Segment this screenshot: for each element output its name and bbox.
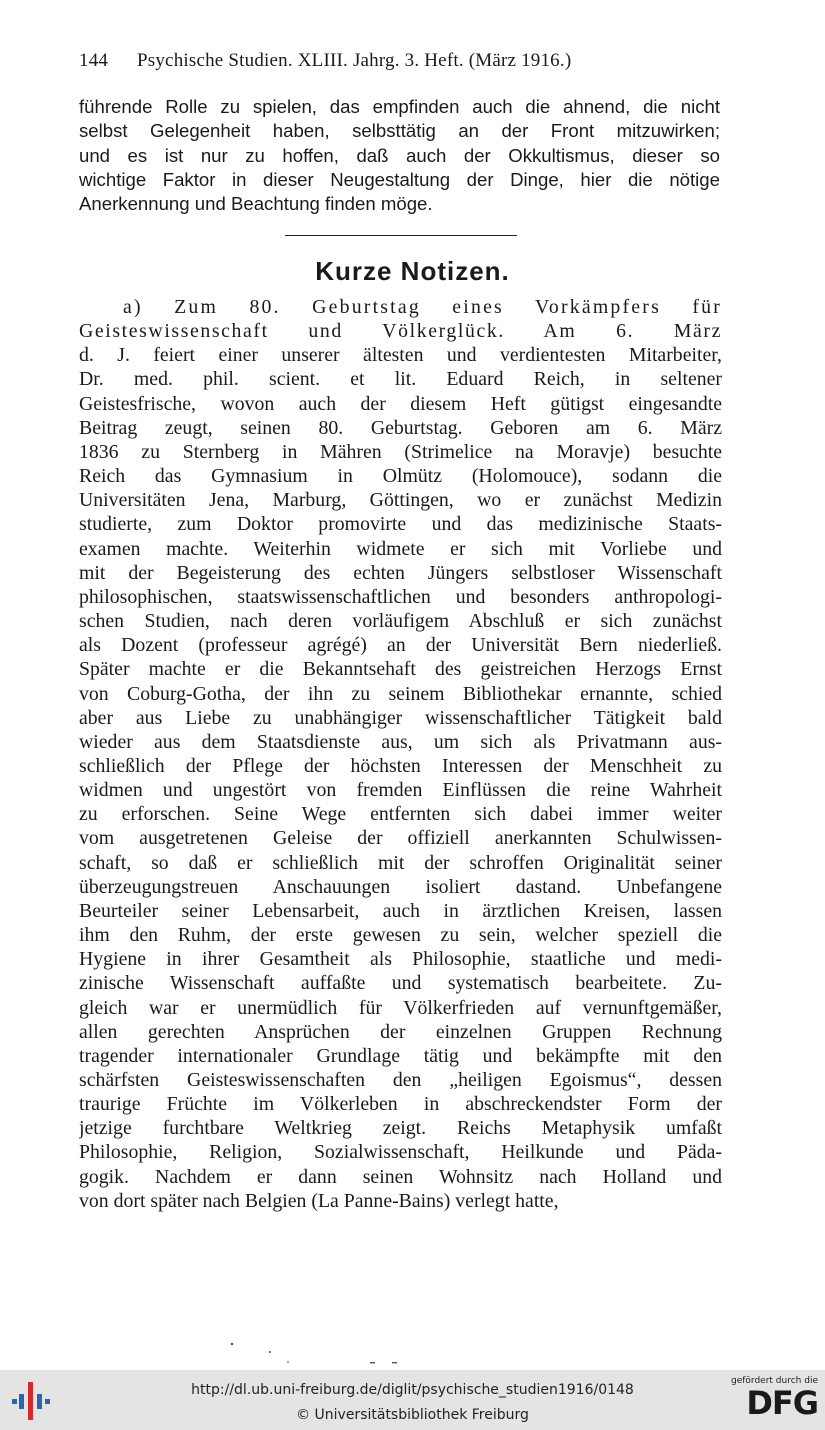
text-line: wieder aus dem Staatsdienste aus, um sich als Privatmann aus- (79, 730, 722, 753)
text-line: als Dozent (professeur agrégé) an der Universität Bern niederließ. (79, 634, 722, 657)
dfg-logo-text: DFG (746, 1384, 818, 1422)
text-line: mit der Begeisterung des echten Jüngers selbstloser Wissenschaft (79, 561, 722, 584)
text-line: zinische Wissenschaft auffaßte und systematisch bearbeitete. Zu- (79, 972, 722, 995)
text-line: führende Rolle zu spielen, das empfinden auch die ahnend, die nicht (79, 96, 720, 117)
text-line: gleich war er unermüdlich für Völkerfrieden auf vernunftgemäßer, (79, 996, 722, 1019)
text-line: aber aus Liebe zu unabhängiger wissenschaftlicher Tätigkeit bald (79, 706, 722, 729)
text-line: traurige Früchte im Völkerleben in abschreckendster Form der (79, 1093, 722, 1116)
text-line: Anerkennung und Beachtung finden möge. (79, 193, 433, 215)
text-line: Geisteswissenschaft und Völkerglück. Am 6. März (79, 320, 722, 343)
scan-specks (220, 1340, 420, 1370)
text-line: von dort später nach Belgien (La Panne-Bains) verlegt hatte, (79, 1189, 559, 1212)
text-line: gogik. Nachdem er dann seinen Wohnsitz nach Holland und (79, 1165, 722, 1188)
text-line: widmen und ungestört von fremden Einflüssen die reine Wahrheit (79, 779, 722, 802)
running-header (79, 50, 719, 72)
text-line: jetzige furchtbare Weltkrieg zeigt. Reichs Metaphysik umfaßt (79, 1117, 722, 1140)
text-line: Geistesfrische, wovon auch der diesem Heft gütigst eingesandte (79, 392, 722, 415)
text-line: schen Studien, nach deren vorläufigem Abschluß er sich zunächst (79, 610, 722, 633)
text-line: allen gerechten Ansprüchen der einzelnen Gruppen Rechnung (79, 1020, 722, 1043)
text-line: Reich das Gymnasium in Olmütz (Holomouce), sodann die (79, 465, 722, 488)
notice-paragraph (79, 295, 722, 1213)
text-line: philosophischen, staatswissenschaftlichen und besonders anthropologi- (79, 585, 722, 608)
text-line: studierte, zum Doktor promovirte und das medizinische Staats- (79, 513, 722, 536)
intro-paragraph (79, 95, 720, 216)
text-line: 1836 zu Sternberg in Mähren (Strimelice na Moravje) besuchte (79, 440, 722, 463)
text-line: a) Zum 80. Geburtstag eines Vorkämpfers für (123, 296, 722, 318)
dfg-logo-icon (728, 1376, 818, 1426)
viewer-footer (0, 1370, 825, 1430)
text-line: d. J. feiert einer unserer ältesten und verdientesten Mitarbeiter, (79, 344, 722, 367)
text-line: Dr. med. phil. scient. et lit. Eduard Reich, in seltener (79, 368, 722, 391)
page-url[interactable]: http://dl.ub.uni-freiburg.de/diglit/psychische_studien1916/0148 (191, 1382, 634, 1398)
text-line: überzeugungstreuen Anschauungen isoliert dastand. Unbefangene (79, 875, 722, 898)
text-line: Philosophie, Religion, Sozialwissenschaft, Heilkunde und Päda- (79, 1141, 722, 1164)
text-line: und es ist nur zu hoffen, daß auch der Okkultismus, dieser so (79, 144, 720, 166)
text-line: Hygiene in ihrer Gesamtheit als Philosophie, staatliche und medi- (79, 948, 722, 971)
text-line: wichtige Faktor in dieser Neugestaltung der Dinge, hier die nötige (79, 168, 720, 190)
text-line: Später machte er die Bekanntsehaft des geistreichen Herzogs Ernst (79, 658, 722, 681)
page-number: 144 (79, 50, 109, 71)
text-line: Beurteiler seiner Lebensarbeit, auch in ärztlichen Kreisen, lassen (79, 899, 722, 922)
text-line: examen machte. Weiterhin widmete er sich mit Vorliebe und (79, 537, 722, 560)
running-title: Psychische Studien. XLIII. Jahrg. 3. Heft. (März 1916.) (137, 50, 572, 71)
text-line: Beitrag zeugt, seinen 80. Geburtstag. Geboren am 6. März (79, 416, 722, 439)
text-line: Universitäten Jena, Marburg, Göttingen, wo er zunächst Medizin (79, 489, 722, 512)
text-line: ihm den Ruhm, der erste gewesen zu sein, welcher speziell die (79, 924, 722, 947)
text-line: schaft, so daß er schließlich mit der schroffen Originalität seiner (79, 851, 722, 874)
section-title: Kurze Notizen. (315, 256, 510, 286)
text-line: zu erforschen. Seine Wege entfernten sich dabei immer weiter (79, 803, 722, 826)
dfg-tagline: gefördert durch die (731, 1376, 818, 1386)
section-divider (285, 235, 517, 236)
text-line: schärfsten Geisteswissenschaften den „heiligen Egoismus“, dessen (79, 1069, 722, 1091)
text-line: tragender internationaler Grundlage tätig und bekämpfte mit den (79, 1044, 722, 1067)
text-line: von Coburg-Gotha, der ihn zu seinem Bibliothekar ernannte, schied (79, 682, 722, 705)
text-line: schließlich der Pflege der höchsten Interessen der Menschheit zu (79, 754, 722, 777)
text-line: vom ausgetretenen Geleise der offiziell anerkannten Schulwissen- (79, 827, 722, 850)
copyright-notice: © Universitätsbibliothek Freiburg (296, 1407, 529, 1423)
text-line: selbst Gelegenheit haben, selbsttätig an der Front mitzuwirken; (79, 120, 720, 142)
